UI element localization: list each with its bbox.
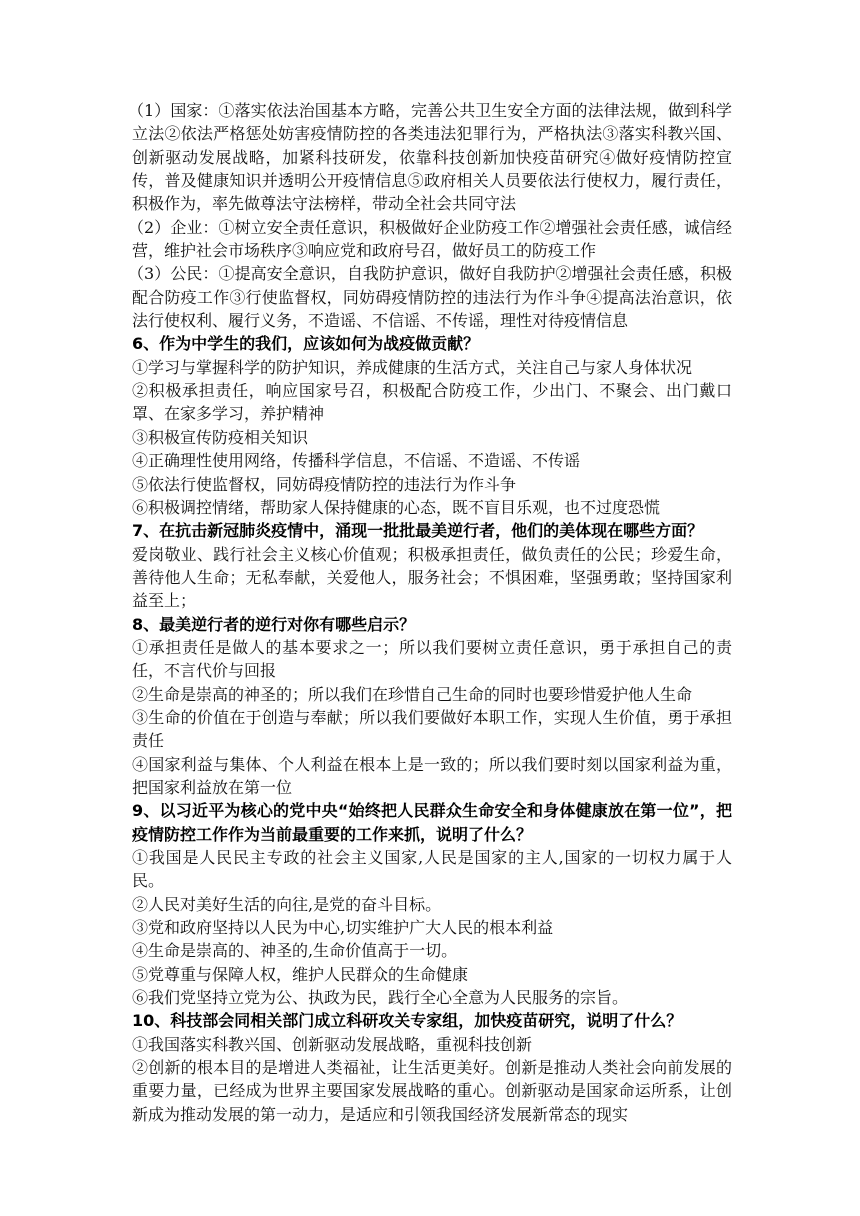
answer-item: ③党和政府坚持以人民为中心,切实维护广大人民的根本利益 — [132, 918, 554, 938]
document-page — [128, 99, 732, 1126]
answer-item: ③生命的价值在于创造与奉献；所以我们要做好本职工作，实现人生价值，勇于承担责任 — [132, 707, 732, 751]
answer-item: ②生命是崇高的神圣的；所以我们在珍惜自己生命的同时也要珍惜爱护他人生命 — [132, 684, 693, 704]
answer-item: ⑥我们党坚持立党为公、执政为民，践行全心全意为人民服务的宗旨。 — [132, 988, 629, 1008]
answer-item: ⑥积极调控情绪，帮助家人保持健康的心态，既不盲目乐观，也不过度恐慌 — [132, 497, 661, 517]
answer-item: ②积极承担责任，响应国家号召，积极配合防疫工作，少出门、不聚会、出门戴口罩、在家多学习，养护精神 — [132, 381, 732, 424]
answer-item: ①我国是人民民主专政的社会主义国家,人民是国家的主人,国家的一切权力属于人民。 — [132, 848, 732, 891]
answer-item: ⑤依法行使监督权，同妨碍疫情防控的违法行为作斗争 — [132, 474, 517, 494]
answer-item: ①我国落实科教兴国、创新驱动发展战略，重视科技创新 — [132, 1034, 533, 1054]
question-7-heading: 7、在抗击新冠肺炎疫情中，涌现一批批最美逆行者，他们的美体现在哪些方面？ — [132, 521, 704, 541]
answer-item: ⑤党尊重与保障人权，维护人民群众的生命健康 — [132, 964, 469, 984]
answer-item: ④生命是崇高的、神圣的,生命价值高于一切。 — [132, 941, 458, 961]
answer-item: ②创新的根本目的是增进人类福祉，让生活更美好。创新是推动人类社会向前发展的重要力量，已经成为世界主要国家发展战略的重心。创新驱动是国家命运所系，让创新成为推动发展的第一动力，是适应和引领我国经济发展新常态的现实 — [132, 1058, 732, 1124]
question-10-heading: 10、科技部会同相关部门成立科研攻关专家组，加快疫苗研究，说明了什么？ — [132, 1011, 683, 1031]
answer-item: ①承担责任是做人的基本要求之一；所以我们要树立责任意识，勇于承担自己的责任，不言代价与回报 — [132, 637, 732, 681]
paragraph-citizen: （3）公民：①提高安全意识，自我防护意识，做好自我防护②增强社会责任感，积极配合防疫工作③行使监督权，同妨碍疫情防控的违法行为作斗争④提高法治意识，依法行使权利、履行义务，不造谣、不信谣、不传谣，理性对待疫情信息 — [128, 264, 732, 331]
question-6-heading: 6、作为中学生的我们，应该如何为战疫做贡献？ — [132, 334, 480, 354]
answer-item: ①学习与掌握科学的防护知识，养成健康的生活方式，关注自己与家人身体状况 — [132, 357, 693, 377]
paragraph-national: （1）国家：①落实依法治国基本方略，完善公共卫生安全方面的法律法规，做到科学立法②依法严格惩处妨害疫情防控的各类违法犯罪行为，严格执法③落实科教兴国、创新驱动发展战略，加紧科技研发，依靠科技创新加快疫苗研究④做好疫情防控宣传，普及健康知识并透明公开疫情信息⑤政府相关人员要依法行使权力，履行责任，积极作为，率先做尊法守法榜样，带动全社会共同守法 — [128, 101, 732, 214]
answer-item: ③积极宣传防疫相关知识 — [132, 427, 309, 447]
answer-item: ④国家利益与集体、个人利益在根本上是一致的；所以我们要时刻以国家利益为重，把国家利益放在第一位 — [132, 754, 732, 797]
question-9-heading: 9、以习近平为核心的党中央“始终把人民群众生命安全和身体健康放在第一位”，把疫情防控工作作为当前最重要的工作来抓，说明了什么？ — [132, 801, 732, 844]
answer-item: ④正确理性使用网络，传播科学信息，不信谣、不造谣、不传谣 — [132, 451, 581, 471]
answer-paragraph: 爱岗敬业、践行社会主义核心价值观；积极承担责任，做负责任的公民；珍爱生命，善待他人生命；无私奉献，关爱他人，服务社会；不惧困难，坚强勇敢；坚持国家利益至上； — [132, 544, 732, 611]
answer-item: ②人民对美好生活的向往,是党的奋斗目标。 — [132, 894, 442, 914]
paragraph-enterprise: （2）企业：①树立安全责任意识，积极做好企业防疫工作②增强社会责任感，诚信经营，维护社会市场秩序③响应党和政府号召，做好员工的防疫工作 — [128, 217, 732, 261]
question-8-heading: 8、最美逆行者的逆行对你有哪些启示？ — [132, 614, 416, 634]
